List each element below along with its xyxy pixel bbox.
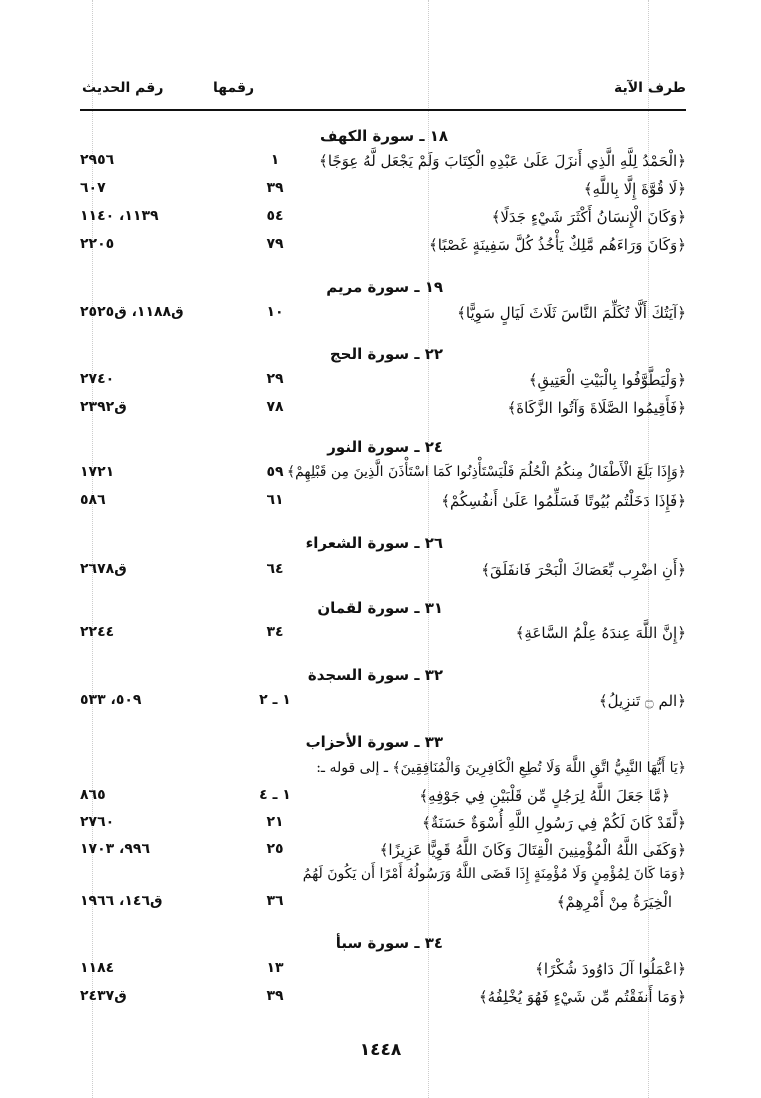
verse-text: ﴿وَمَا كَانَ لِمُؤْمِنٍ وَلَا مُؤْمِنَةٍ إِذَا قَضَى اللَّهُ وَرَسُولُهُ أَمْرًا أَن يَكُونَ لَهُمُ bbox=[302, 866, 686, 882]
table-row bbox=[80, 152, 686, 174]
table-row bbox=[80, 866, 686, 888]
verse-text: ﴿فَإِذَا دَخَلْتُم بُيُوتًا فَسَلِّمُوا عَلَىٰ أَنفُسِكُمْ﴾ bbox=[441, 492, 686, 510]
surah-title: ٣٣ ـ سورة الأحزاب bbox=[305, 733, 443, 751]
table-row bbox=[80, 841, 686, 863]
table-row bbox=[80, 236, 686, 258]
hadith-number: ٢٢٤٤ bbox=[80, 624, 115, 640]
number-column-header: رقمها bbox=[213, 80, 255, 96]
verse-number: ٣٦ bbox=[266, 893, 284, 909]
verse-text: ﴿فَأَقِيمُوا الصَّلَاةَ وَآتُوا الزَّكَاةَ﴾ bbox=[507, 399, 686, 417]
verse-number: ١ bbox=[270, 152, 280, 168]
verse-number: ٢٥ bbox=[266, 841, 284, 857]
verse-text: ﴿مَّا جَعَلَ اللَّهُ لِرَجُلٍ مِّن قَلْبَيْنِ فِي جَوْفِهِ﴾ bbox=[419, 787, 670, 805]
table-row bbox=[80, 960, 686, 982]
surah-title: ٢٤ ـ سورة النور bbox=[327, 438, 443, 456]
hadith-number: ق١١٨٨، ق٢٥٢٥ bbox=[80, 304, 184, 320]
hadith-number: ٥٠٩، ٥٣٣ bbox=[80, 692, 142, 708]
verse-text: ﴿الْحَمْدُ لِلَّهِ الَّذِي أَنزَلَ عَلَىٰ عَبْدِهِ الْكِتَابَ وَلَمْ يَجْعَل لَّهُ عِوَجًا﴾ bbox=[319, 152, 686, 170]
verse-number: ١٠ bbox=[266, 304, 284, 320]
verse-text: ﴿وَكَانَ وَرَاءَهُم مَّلِكٌ يَأْخُذُ كُلَّ سَفِينَةٍ غَصْبًا﴾ bbox=[429, 236, 686, 254]
verse-text: ﴿إِنَّ اللَّهَ عِندَهُ عِلْمُ السَّاعَةِ﴾ bbox=[515, 624, 686, 642]
verse-number: ١ ـ ٤ bbox=[259, 787, 291, 803]
hadith-number: ٩٩٦، ١٧٠٣ bbox=[80, 841, 151, 857]
verse-text: ﴿الم ۝ تَنزِيلُ﴾ bbox=[598, 692, 686, 710]
surah-title: ٣٢ ـ سورة السجدة bbox=[307, 666, 443, 684]
hadith-number: ٢٧٦٠ bbox=[80, 814, 115, 830]
verse-number: ٣٤ bbox=[266, 624, 284, 640]
table-row bbox=[80, 304, 686, 326]
hadith-number: ٨٦٥ bbox=[80, 787, 106, 803]
hadith-number: ق٢٣٩٢ bbox=[80, 399, 127, 415]
table-row bbox=[80, 814, 686, 836]
table-row bbox=[80, 561, 686, 583]
verse-text: ﴿وَكَفَى اللَّهُ الْمُؤْمِنِينَ الْقِتَالَ وَكَانَ اللَّهُ قَوِيًّا عَزِيزًا﴾ bbox=[379, 841, 686, 859]
verse-text: ﴿وَمَا أَنفَقْتُم مِّن شَيْءٍ فَهُوَ يُخْلِفُهُ﴾ bbox=[478, 988, 686, 1006]
verse-number: ٦٤ bbox=[266, 561, 284, 577]
verse-text: ﴿وَكَانَ الْإِنسَانُ أَكْثَرَ شَيْءٍ جَدَلًا﴾ bbox=[491, 208, 686, 226]
page-number: ١٤٤٨ bbox=[359, 1040, 402, 1060]
verse-number: ٧٨ bbox=[266, 399, 284, 415]
table-row bbox=[80, 399, 686, 421]
verse-column-header: طرف الآية bbox=[613, 80, 686, 96]
table-row bbox=[80, 371, 686, 393]
verse-text-continued: الْخِيَرَةُ مِنْ أَمْرِهِمْ﴾ bbox=[556, 893, 672, 911]
surah-title: ٣١ ـ سورة لقمان bbox=[317, 599, 443, 617]
verse-text: ﴿أَنِ اضْرِب بِّعَصَاكَ الْبَحْرَ فَانفَلَقَ﴾ bbox=[481, 561, 686, 579]
hadith-number: ١١٣٩، ١١٤٠ bbox=[80, 208, 159, 224]
verse-text: ﴿لَّقَدْ كَانَ لَكُمْ فِي رَسُولِ اللَّهِ أُسْوَةٌ حَسَنَةٌ﴾ bbox=[422, 814, 686, 832]
hadith-number: ٢٩٥٦ bbox=[80, 152, 115, 168]
verse-number: ٦١ bbox=[266, 492, 284, 508]
hadith-number: ق٢٤٣٧ bbox=[80, 988, 127, 1004]
table-row bbox=[80, 988, 686, 1010]
verse-number: ٣٩ bbox=[266, 180, 284, 196]
verse-number: ٥٩ bbox=[266, 464, 284, 480]
verse-text: ﴿آيَتُكَ أَلَّا تُكَلِّمَ النَّاسَ ثَلَاثَ لَيَالٍ سَوِيًّا﴾ bbox=[457, 304, 686, 322]
surah-title: ٣٤ ـ سورة سبأ bbox=[335, 934, 443, 952]
hadith-number: ٥٨٦ bbox=[80, 492, 106, 508]
table-row bbox=[80, 464, 686, 486]
header-rule bbox=[80, 109, 686, 111]
hadith-number: ١١٨٤ bbox=[80, 960, 115, 976]
verse-number: ٢٩ bbox=[266, 371, 284, 387]
hadith-number: ٢٢٠٥ bbox=[80, 236, 115, 252]
table-row bbox=[80, 692, 686, 714]
table-row bbox=[80, 624, 686, 646]
verse-number: ٧٩ bbox=[266, 236, 284, 252]
verse-text: ﴿وَلْيَطَّوَّفُوا بِالْبَيْتِ الْعَتِيقِ﴾ bbox=[528, 371, 686, 389]
verse-text: ﴿لَا قُوَّةَ إِلَّا بِاللَّهِ﴾ bbox=[583, 180, 686, 198]
verse-number: ٥٤ bbox=[266, 208, 284, 224]
verse-text: ﴿وَإِذَا بَلَغَ الْأَطْفَالُ مِنكُمُ الْحُلُمَ فَلْيَسْتَأْذِنُوا كَمَا اسْتَأْذَنَ الَّذِينَ مِن قَبْلِهِمْ﴾ bbox=[286, 464, 686, 480]
verse-text: ﴿اعْمَلُوا آلَ دَاوُودَ شُكْرًا﴾ bbox=[535, 960, 686, 978]
surah-title: ٢٢ ـ سورة الحج bbox=[329, 345, 443, 363]
hadith-column-header: رقم الحديث bbox=[82, 80, 164, 96]
hadith-number: ق١٤٦، ١٩٦٦ bbox=[80, 893, 163, 909]
verse-number: ١٣ bbox=[266, 960, 284, 976]
surah-title: ٢٦ ـ سورة الشعراء bbox=[305, 534, 443, 552]
verse-range-text: ﴿يَا أَيُّهَا النَّبِيُّ اتَّقِ اللَّهَ وَلَا تُطِعِ الْكَافِرِينَ وَالْمُنَافِقِينَ﴾ ـ إلى قوله ـ: bbox=[316, 760, 686, 776]
surah-title: ١٩ ـ سورة مريم bbox=[326, 278, 443, 296]
verse-number: ٢١ bbox=[266, 814, 284, 830]
hadith-number: ٦٠٧ bbox=[80, 180, 106, 196]
continuation-row bbox=[80, 760, 686, 782]
table-row-continuation bbox=[80, 893, 686, 915]
hadith-number: ق٢٦٧٨ bbox=[80, 561, 127, 577]
table-row bbox=[80, 787, 686, 809]
hadith-number: ٢٧٤٠ bbox=[80, 371, 115, 387]
table-row bbox=[80, 180, 686, 202]
surah-title: ١٨ ـ سورة الكهف bbox=[319, 127, 448, 145]
verse-number: ٣٩ bbox=[266, 988, 284, 1004]
verse-number: ١ ـ ٢ bbox=[259, 692, 291, 708]
table-row bbox=[80, 492, 686, 514]
table-row bbox=[80, 208, 686, 230]
hadith-number: ١٧٢١ bbox=[80, 464, 115, 480]
